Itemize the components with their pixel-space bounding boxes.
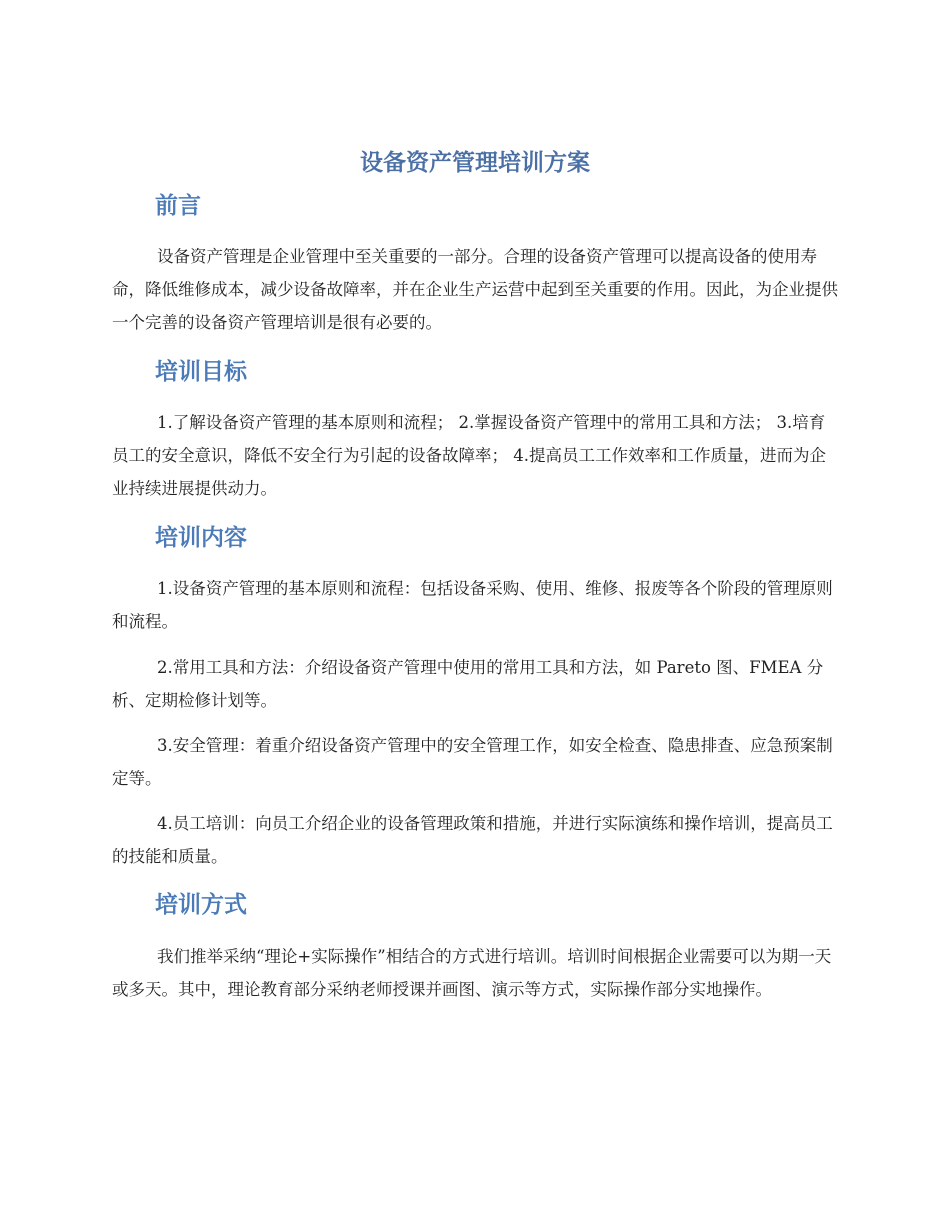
content-paragraph-1: 1.设备资产管理的基本原则和流程：包括设备采购、使用、维修、报废等各个阶段的管理原则和流程。 — [112, 579, 833, 631]
method-paragraph: 我们推举采纳“理论+实际操作”相结合的方式进行培训。培训时间根据企业需要可以为期一天或多天。其中，理论教育部分采纳老师授课并画图、演示等方式，实际操作部分实地操作。 — [112, 947, 832, 999]
content-paragraph-3: 3.安全管理：着重介绍设备资产管理中的安全管理工作，如安全检查、隐患排查、应急预案制定等。 — [112, 736, 833, 788]
preface-paragraph: 设备资产管理是企业管理中至关重要的一部分。合理的设备资产管理可以提高设备的使用寿命，降低维修成本，减少设备故障率，并在企业生产运营中起到至关重要的作用。因此，为企业提供一个完善的设备资产管理培训是很有必要的。 — [112, 247, 838, 332]
content-paragraph-2: 2.常用工具和方法：介绍设备资产管理中使用的常用工具和方法，如 Pareto 图、FMEA 分析、定期检修计划等。 — [112, 658, 824, 710]
section-heading-preface: 前言 — [155, 193, 201, 219]
section-heading-method: 培训方式 — [155, 892, 247, 918]
content-paragraph-4: 4.员工培训：向员工介绍企业的设备管理政策和措施，并进行实际演练和操作培训，提高员工的技能和质量。 — [112, 814, 833, 866]
section-heading-goals: 培训目标 — [155, 359, 247, 385]
document-title: 设备资产管理培训方案 — [360, 150, 590, 176]
section-heading-content: 培训内容 — [155, 525, 247, 551]
goals-paragraph: 1.了解设备资产管理的基本原则和流程； 2.掌握设备资产管理中的常用工具和方法； 3.培育员工的安全意识，降低不安全行为引起的设备故障率； 4.提高员工工作效率和工作质量，进而为企业持续进展提供动力。 — [112, 413, 826, 498]
